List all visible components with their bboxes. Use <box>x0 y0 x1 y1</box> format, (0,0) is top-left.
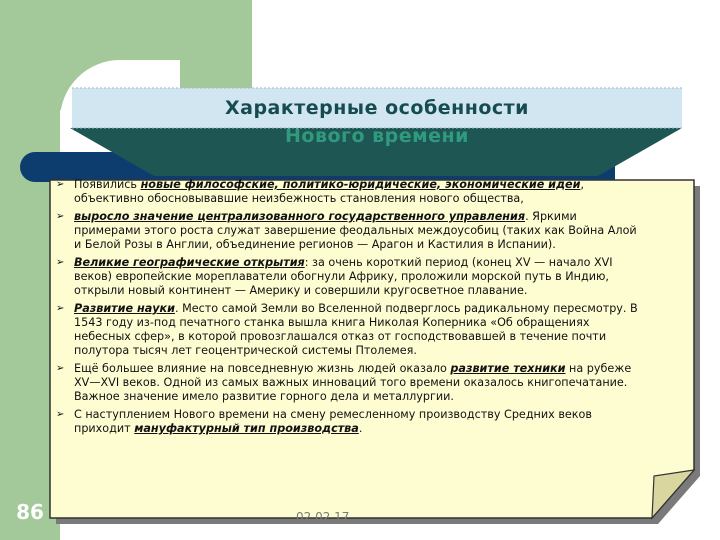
bullet-highlight: Развитие науки <box>74 302 175 315</box>
bullet-item <box>52 256 644 298</box>
bullet-highlight: выросло значение централизованного государственного управления <box>74 210 526 223</box>
bullet-text: . Место самой Земли во Вселенной подверглось радикальному пересмотру. В 1543 году из-под печатного станка вышла книга Николая Коперника «Об обращениях небесных сфер», в которой провозглашался отказ от господствовавшей в течение почти полутора тысяч лет геоцентрической системы Птолемея. <box>74 302 638 357</box>
arrow-bullet-icon: ➢ <box>56 363 65 374</box>
slide-date: 02.02.17 <box>296 510 350 524</box>
bullet-text: . Яркими примерами этого роста служат завершение феодальных междоусобиц (таких как Война Алой и Белой Розы в Англии, объединение регионов — Арагон и Кастилия в Испании). <box>74 210 637 251</box>
bullet-highlight: мануфактурный тип производства <box>134 422 359 435</box>
arrow-bullet-icon: ➢ <box>56 303 65 314</box>
bullet-list <box>52 178 644 436</box>
bullet-highlight: Великие географические открытия <box>74 256 305 269</box>
bullet-text: Появились <box>74 178 141 191</box>
bullet-highlight: новые философские, политико-юридические, экономические идеи <box>140 178 581 191</box>
folded-corner <box>652 470 694 518</box>
bullet-text: , объективно обосновывавшие неизбежность становления нового общества, <box>74 178 585 205</box>
bullet-item <box>52 408 644 436</box>
bullet-item <box>52 178 644 206</box>
arrow-bullet-icon: ➢ <box>56 211 65 222</box>
arrow-bullet-icon: ➢ <box>56 409 65 420</box>
bullet-content <box>52 178 644 440</box>
title-line-2: Нового времени <box>285 125 469 147</box>
slide-title <box>72 94 682 150</box>
arrow-bullet-icon: ➢ <box>56 257 65 268</box>
bullet-item <box>52 362 644 404</box>
bullet-text: : за очень короткий период (конец XV — начало XVI веков) европейские мореплаватели обогнули Африку, проложили морской путь в Индию, открыли новый континент — Америку и совершили кругосветное плавание. <box>74 256 613 297</box>
bullet-highlight: развитие техники <box>450 362 566 375</box>
bullet-text: . <box>358 422 363 435</box>
bullet-text: Ещё большее влияние на повседневную жизнь людей оказало <box>74 362 451 375</box>
slide-number: 86 <box>16 500 44 524</box>
bullet-text: на рубеже XV—XVI веков. Одной из самых важных инноваций того времени оказалось книгопечатание. Важное значение имело развитие горного дела и металлургии. <box>74 362 632 403</box>
bullet-item <box>52 302 644 358</box>
title-line-1: Характерные особенности <box>224 97 529 119</box>
bullet-text: С наступлением Нового времени на смену ремесленному производству Средних веков приходит <box>74 408 592 435</box>
bullet-item <box>52 210 644 252</box>
arrow-bullet-icon: ➢ <box>56 179 65 190</box>
